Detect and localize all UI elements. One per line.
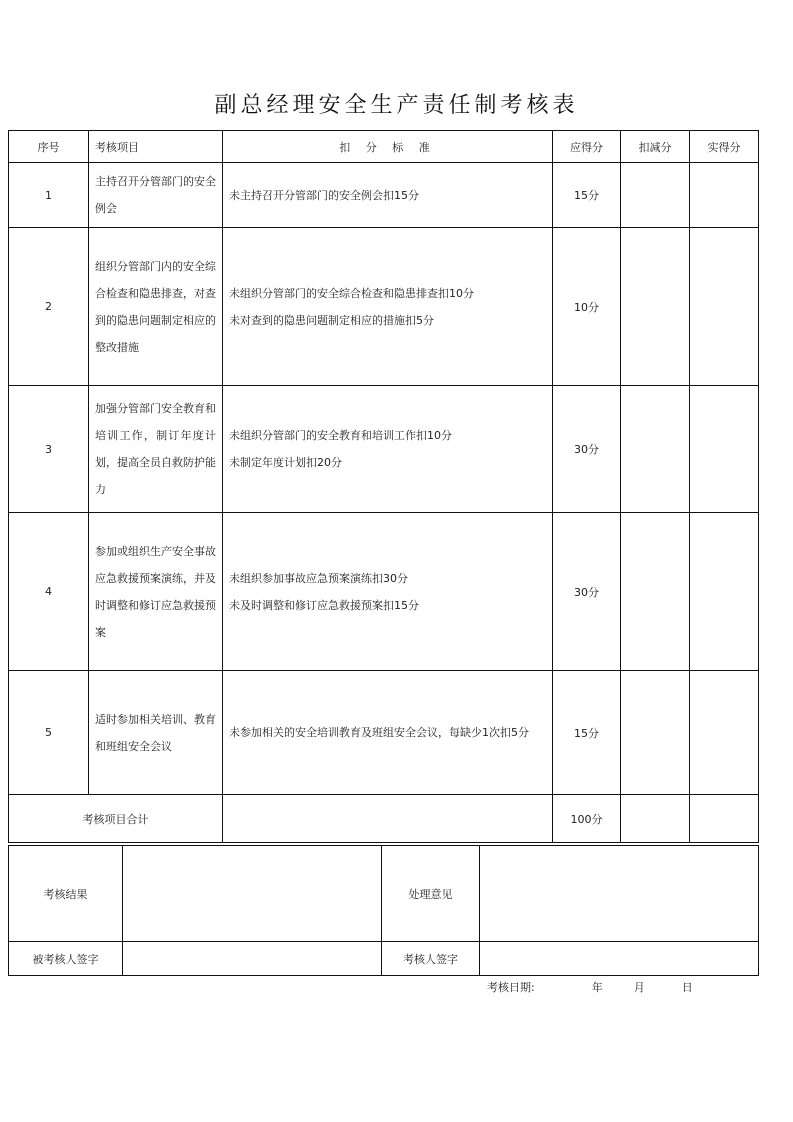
row-actual-cell[interactable] <box>690 163 759 228</box>
criteria-line: 未对查到的隐患问题制定相应的措施扣5分 <box>229 313 434 327</box>
criteria-line: 未主持召开分管部门的安全例会扣15分 <box>229 188 419 202</box>
row-deduct-cell[interactable] <box>621 228 690 386</box>
row-no: 4 <box>9 513 89 671</box>
table-row <box>9 228 759 386</box>
row-criteria <box>223 513 553 671</box>
date-label: 考核日期: <box>487 981 535 994</box>
row-item: 主持召开分管部门的安全例会 <box>89 163 223 228</box>
criteria-line: 未组织分管部门的安全综合检查和隐患排查扣10分 <box>229 286 474 300</box>
row-criteria <box>223 228 553 386</box>
total-label: 考核项目合计 <box>9 795 223 843</box>
header-points: 应得分 <box>553 131 621 163</box>
total-deduct-cell[interactable] <box>621 795 690 843</box>
result-table <box>8 845 759 976</box>
row-deduct-cell[interactable] <box>621 386 690 513</box>
result-field[interactable] <box>123 846 382 942</box>
assessor-sign-label: 考核人签字 <box>382 942 480 976</box>
opinion-field[interactable] <box>480 846 759 942</box>
assessee-sign-field[interactable] <box>123 942 382 976</box>
assessment-table <box>8 130 759 843</box>
criteria-line: 未制定年度计划扣20分 <box>229 456 342 469</box>
table-row <box>9 163 759 228</box>
criteria-line: 未组织参加事故应急预案演练扣30分 <box>229 571 408 585</box>
row-points: 15分 <box>553 671 621 795</box>
row-deduct-cell[interactable] <box>621 163 690 228</box>
row-no: 3 <box>9 386 89 513</box>
assessor-sign-field[interactable] <box>480 942 759 976</box>
row-no: 5 <box>9 671 89 795</box>
row-deduct-cell[interactable] <box>621 513 690 671</box>
table-row <box>9 671 759 795</box>
date-month: 月 <box>633 981 645 994</box>
criteria-line: 未及时调整和修订应急救援预案扣15分 <box>229 598 419 612</box>
row-points: 30分 <box>553 386 621 513</box>
header-deduct: 扣减分 <box>621 131 690 163</box>
table-row <box>9 386 759 513</box>
row-item: 组织分管部门内的安全综合检查和隐患排查，对查到的隐患问题制定相应的整改措施 <box>89 228 223 386</box>
row-actual-cell[interactable] <box>690 386 759 513</box>
date-year: 年 <box>591 981 603 994</box>
row-actual-cell[interactable] <box>690 671 759 795</box>
result-row <box>9 846 759 942</box>
header-criteria: 扣 分 标 准 <box>223 131 553 163</box>
assessment-date <box>487 979 693 995</box>
row-points: 10分 <box>553 228 621 386</box>
total-points: 100分 <box>553 795 621 843</box>
row-criteria <box>223 163 553 228</box>
row-criteria <box>223 671 553 795</box>
opinion-label: 处理意见 <box>382 846 480 942</box>
signature-row <box>9 942 759 976</box>
total-row <box>9 795 759 843</box>
row-criteria <box>223 386 553 513</box>
total-actual-cell[interactable] <box>690 795 759 843</box>
criteria-line: 未组织分管部门的安全教育和培训工作扣10分 <box>229 429 452 442</box>
row-actual-cell[interactable] <box>690 228 759 386</box>
row-no: 2 <box>9 228 89 386</box>
header-item: 考核项目 <box>89 131 223 163</box>
total-criteria-cell <box>223 795 553 843</box>
assessee-sign-label: 被考核人签字 <box>9 942 123 976</box>
criteria-line: 未参加相关的安全培训教育及班组安全会议，每缺少1次扣5分 <box>229 726 529 739</box>
header-no: 序号 <box>9 131 89 163</box>
row-item: 参加或组织生产安全事故应急救援预案演练，并及时调整和修订应急救援预案 <box>89 513 223 671</box>
header-actual: 实得分 <box>690 131 759 163</box>
date-day: 日 <box>681 981 693 994</box>
table-row <box>9 513 759 671</box>
page-title: 副总经理安全生产责任制考核表 <box>214 93 579 118</box>
row-item: 适时参加相关培训、教育和班组安全会议 <box>89 671 223 795</box>
row-points: 30分 <box>553 513 621 671</box>
row-item: 加强分管部门安全教育和培训工作，制订年度计划，提高全员自救防护能力 <box>89 386 223 513</box>
row-deduct-cell[interactable] <box>621 671 690 795</box>
row-actual-cell[interactable] <box>690 513 759 671</box>
row-no: 1 <box>9 163 89 228</box>
row-points: 15分 <box>553 163 621 228</box>
result-label: 考核结果 <box>9 846 123 942</box>
table-header-row <box>9 131 759 163</box>
